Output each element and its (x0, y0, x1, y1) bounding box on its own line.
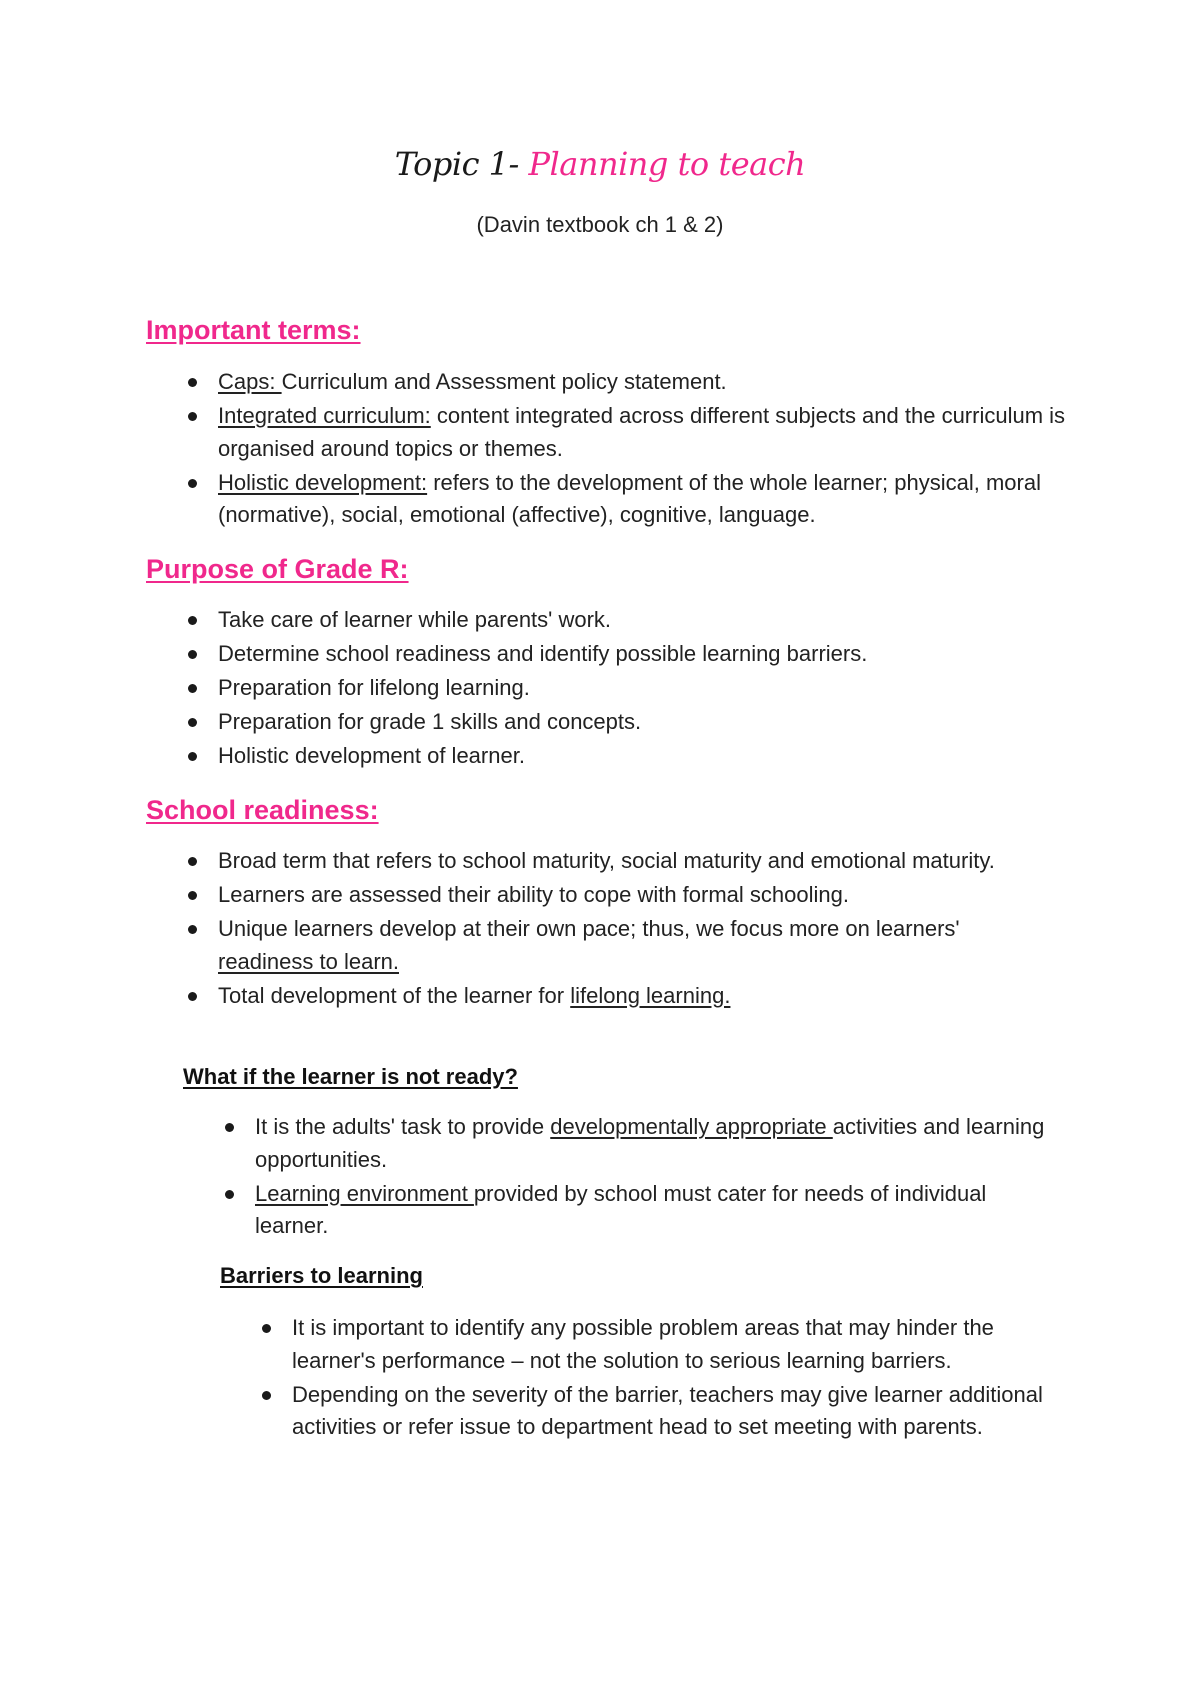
list-item (183, 1111, 1063, 1176)
subheading-barriers: Barriers to learning (220, 1263, 423, 1288)
term-text: Curriculum and Assessment policy statement. (281, 369, 727, 394)
item-text: Total development of the learner for (218, 982, 571, 1008)
list-item: Take care of learner while parents' work. (146, 604, 1066, 637)
item-text: It is the adults' task to provide (255, 1114, 551, 1139)
page-title (0, 142, 1200, 186)
list-item: Preparation for lifelong learning. (146, 672, 1066, 705)
title-topic: Topic 1- (394, 145, 529, 183)
term-text: refers to the development of the whole learner; physical, moral (normative), social, emotional (affective), cognitive, language. (218, 469, 1041, 527)
not-ready-list (183, 1111, 1063, 1244)
readiness-list (146, 845, 1026, 1014)
list-item (146, 913, 1026, 978)
barriers-list (220, 1312, 1060, 1445)
list-item (146, 980, 1026, 1013)
page-subtitle: (Davin textbook ch 1 & 2) (476, 212, 724, 237)
term-label: Caps: (218, 369, 282, 394)
list-item: Depending on the severity of the barrier, teachers may give learner additional activities or refer issue to department head to set meeting with parents. (220, 1379, 1060, 1444)
item-underlined-text: readiness to learn. (218, 948, 399, 974)
list-item (146, 467, 1066, 532)
heading-purpose-grade-r: Purpose of Grade R: (146, 554, 409, 584)
purpose-list (146, 604, 1066, 774)
title-subject: Planning to teach (528, 145, 806, 183)
item-text: Broad term that refers to school maturity, social maturity and emotional maturity. (218, 848, 995, 873)
list-item: Preparation for grade 1 skills and concepts. (146, 706, 1066, 739)
heading-important-terms: Important terms: (146, 315, 361, 345)
list-item (146, 879, 1026, 912)
heading-school-readiness: School readiness: (146, 795, 379, 825)
subheading-not-ready: What if the learner is not ready? (183, 1064, 518, 1089)
list-item: Holistic development of learner. (146, 740, 1066, 773)
list-item (146, 400, 1066, 465)
item-underlined-text: Learning environment (255, 1180, 474, 1206)
item-underlined-text: developmentally appropriate (550, 1114, 833, 1139)
item-text-after: provided by school must cater for needs of individual learner. (255, 1180, 987, 1238)
item-text-after: activities and learning opportunities. (255, 1114, 1045, 1172)
list-item (146, 366, 1066, 399)
item-underlined-text: lifelong learning. (570, 982, 731, 1008)
term-label: Integrated curriculum: (218, 403, 431, 428)
list-item (183, 1178, 1063, 1243)
list-item: It is important to identify any possible problem areas that may hinder the learner's performance – not the solution to serious learning barriers. (220, 1312, 1060, 1377)
list-item: Determine school readiness and identify possible learning barriers. (146, 638, 1066, 671)
term-label: Holistic development: (218, 469, 428, 495)
item-text: Learners are assessed their ability to cope with formal schooling. (218, 882, 849, 907)
term-text: content integrated across different subjects and the curriculum is organised around topics or themes. (218, 403, 1066, 461)
item-text: Unique learners develop at their own pace; thus, we focus more on learners' (218, 916, 960, 941)
terms-list (146, 366, 1066, 533)
list-item (146, 845, 1026, 878)
